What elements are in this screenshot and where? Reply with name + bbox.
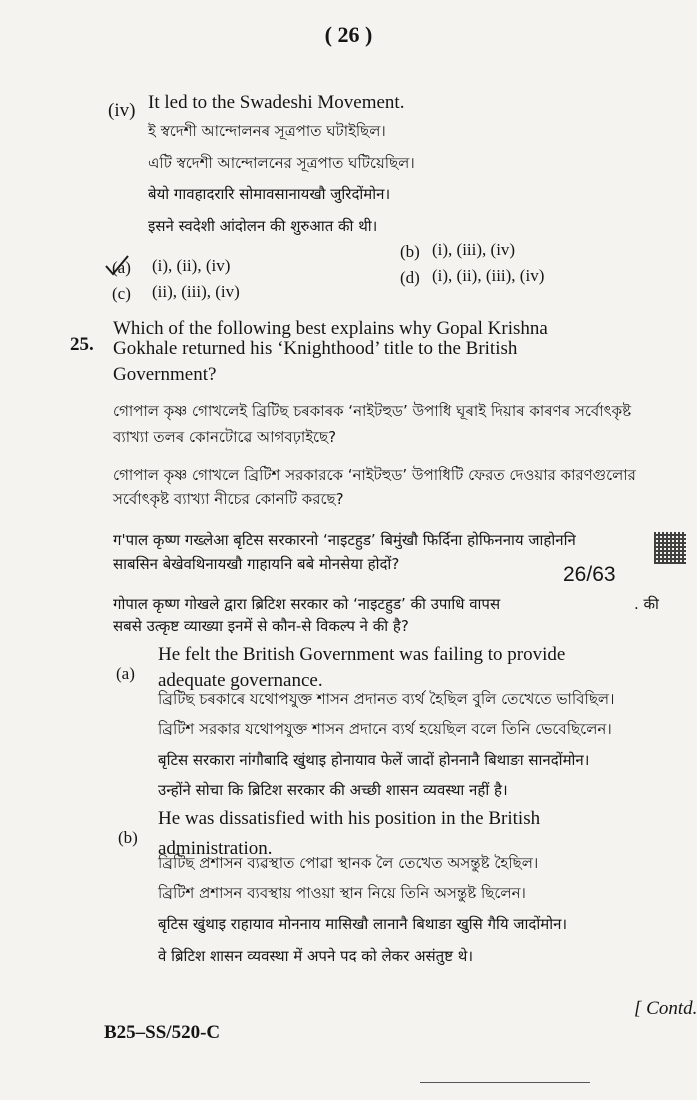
answer-a-english-line1: He felt the British Government was failing to provide (158, 644, 566, 665)
answer-a-assamese: ব্ৰিটিছ চৰকাৰে যথোপযুক্ত শাসন প্ৰদানত ব্যৰ্থ হৈছিল বুলি তেখেতে ভাবিছিল। (158, 690, 615, 708)
qr-code-icon (654, 532, 686, 564)
item-iv-english: It led to the Swadeshi Movement. (148, 92, 405, 113)
option-b-label: (b) (400, 242, 420, 261)
bottom-divider (420, 1082, 590, 1083)
option-b-text: (i), (iii), (iv) (432, 240, 516, 259)
question-bengali-line1: গোপাল কৃষ্ণ গোখলে ব্রিটিশ সরকারকে ‘নাইটহুড’ উপাধিটি ফেরত দেওয়ার কারণগুলোর (113, 466, 636, 484)
question-hindi-line2: सबसे उत्कृष्ट व्याख्या इनमें से कौन-से विकल्प ने की है? (113, 617, 409, 635)
option-a-label: (a) (112, 258, 131, 277)
answer-b-bodo: बृटिस खुंथाइ राहायाव मोननाय मासिखौ लानानै बिथाङा खुसि गैयि जादोंमोन। (158, 915, 568, 933)
question-hindi-line1: गोपाल कृष्ण गोखले द्वारा ब्रिटिश सरकार को ‘नाइटहुड’ की उपाधि वापस (113, 595, 501, 613)
answer-a-english-line2: adequate governance. (158, 670, 323, 691)
item-iv-label: (iv) (108, 100, 136, 121)
answer-b-hindi: वे ब्रिटिश शासन व्यवस्था में अपने पद को लेकर असंतुष्ट थे। (158, 947, 474, 965)
answer-a-bengali: ব্রিটিশ সরকার যথোপযুক্ত শাসন প্রদানে ব্যর্থ হয়েছিল বলে তিনি ভেবেছিলেন। (158, 720, 612, 738)
question-english-line1: Which of the following best explains why Gopal Krishna (113, 318, 548, 339)
option-c-label: (c) (112, 284, 131, 303)
item-iv-bodo: बेयो गावहादरारि सोमावसानायखौ जुरिदोंमोन। (148, 185, 391, 203)
answer-b-english-line1: He was dissatisfied with his position in the British (158, 808, 541, 829)
question-number: 25. (70, 334, 94, 355)
option-c-text: (ii), (iii), (iv) (152, 282, 240, 301)
paper-code: B25–SS/520-C (104, 1022, 221, 1043)
answer-b-assamese: ব্ৰিটিছ প্ৰশাসন ব্যৱস্থাত পোৱা স্থানক লৈ তেখেত অসন্তুষ্ট হৈছিল। (158, 854, 539, 872)
option-d-label: (d) (400, 268, 420, 287)
answer-b-bengali: ব্রিটিশ প্রশাসন ব্যবস্থায় পাওয়া স্থান নিয়ে তিনি অসন্তুষ্ট ছিলেন। (158, 884, 526, 902)
question-hindi-line1-end: . की (634, 595, 659, 613)
question-bengali-line2: সর্বোৎকৃষ্ট ব্যাখ্যা নীচের কোনটি করছে? (113, 490, 344, 508)
option-d-text: (i), (ii), (iii), (iv) (432, 266, 545, 285)
answer-a-bodo: बृटिस सरकारा नांगौबादि खुंथाइ होनायाव फेलें जादों होननानै बिथाङा सानदोंमोन। (158, 751, 590, 769)
question-bodo-line1: ग'पाल कृष्ण गख्लेआ बृटिस सरकारनो ‘नाइटहुड’ बिमुंखौ फिर्दिना होफिननाय जाहोननि (113, 531, 576, 549)
question-assamese-line2: ব্যাখ্যা তলৰ কোনটোৱে আগবঢ়াইছে? (113, 428, 337, 446)
option-a-text: (i), (ii), (iv) (152, 256, 231, 275)
question-assamese-line1: গোপাল কৃষ্ণ গোখলেই ব্ৰিটিছ চৰকাৰক ‘নাইটহুড’ উপাধি ঘূৰাই দিয়াৰ কাৰণৰ সৰ্বোৎকৃষ্ট (113, 402, 632, 420)
continued-marker: [ Contd. (634, 998, 697, 1019)
question-english-line2: Gokhale returned his ‘Knighthood’ title to the British (113, 338, 518, 359)
answer-b-label: (b) (118, 828, 138, 847)
answer-a-hindi: उन्होंने सोचा कि ब्रिटिश सरकार की अच्छी शासन व्यवस्था नहीं है। (158, 781, 508, 799)
page-number: ( 26 ) (324, 22, 373, 47)
item-iv-assamese: ই স্বদেশী আন্দোলনৰ সূত্ৰপাত ঘটাইছিল। (148, 122, 386, 140)
question-bodo-line2: साबसिन बेखेवथिनायखौ गाहायनि बबे मोनसेया होदों? (113, 555, 400, 573)
item-iv-hindi: इसने स्वदेशी आंदोलन की शुरुआत की थी। (148, 217, 378, 235)
answer-a-label: (a) (116, 664, 135, 683)
item-iv-bengali: এটি স্বদেশী আন্দোলনের সূত্রপাত ঘটিয়েছিল। (148, 154, 415, 172)
page-watermark: 26/63 (563, 563, 616, 586)
answer-b-english-line2: administration. (158, 838, 273, 859)
question-english-line3: Government? (113, 364, 217, 385)
